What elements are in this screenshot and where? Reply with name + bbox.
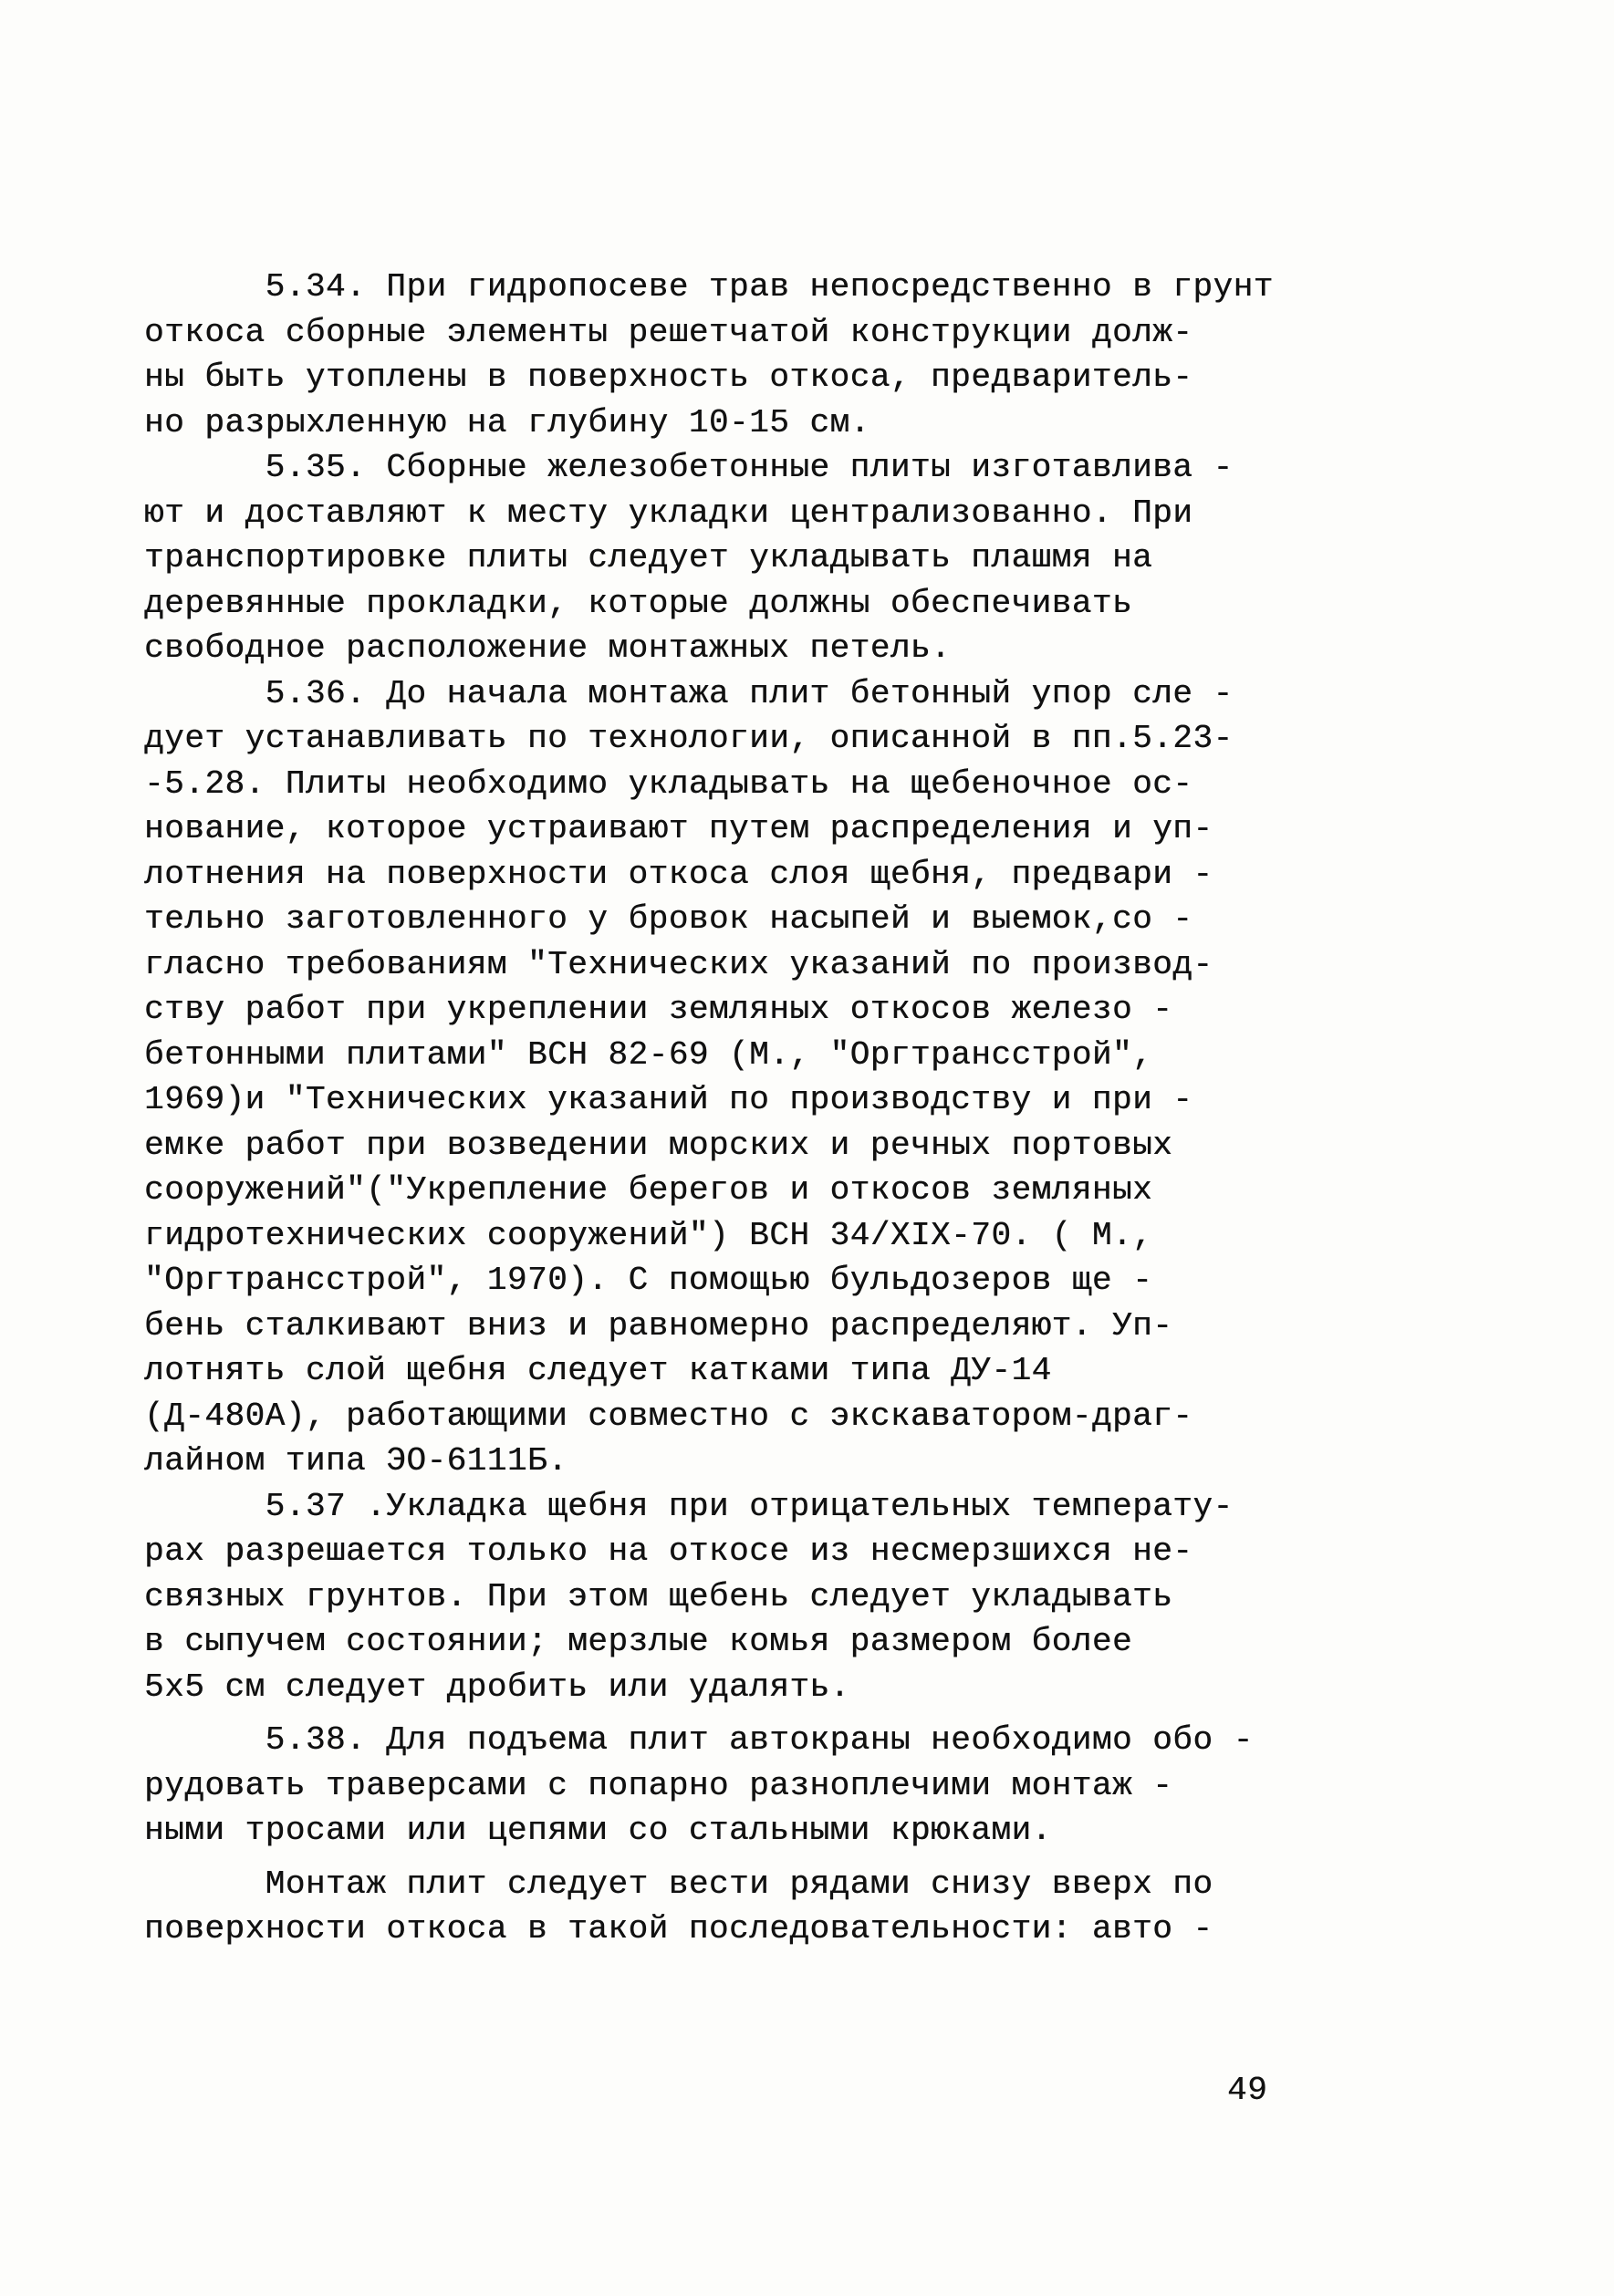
- page-number: 49: [1227, 2072, 1268, 2109]
- text-line: [144, 762, 1303, 807]
- text-line: [144, 355, 1303, 400]
- text-line: [144, 1718, 1303, 1763]
- text-line-content: 1969)и "Технических указаний по производству и при -: [144, 1081, 1193, 1118]
- text-line-content: ству работ при укреплении земляных откосов железо -: [144, 991, 1173, 1028]
- text-line: [144, 400, 1303, 446]
- text-line-content: лотнения на поверхности откоса слоя щебня, предвари -: [144, 855, 1213, 893]
- text-line-content: гласно требованиям "Технических указаний по производ-: [144, 945, 1213, 983]
- text-line-content: откоса сборные элементы решетчатой конструкции долж-: [144, 313, 1193, 351]
- text-line-content: связных грунтов. При этом щебень следует укладывать: [144, 1577, 1173, 1616]
- text-line: [144, 265, 1303, 310]
- text-line: [144, 1033, 1303, 1078]
- text-line: [144, 310, 1303, 356]
- text-line-content: тельно заготовленного у бровок насыпей и выемок,со -: [144, 900, 1193, 938]
- text-line-content: в сыпучем состоянии; мерзлые комья размером более: [144, 1623, 1133, 1660]
- body-text: [144, 265, 1303, 1952]
- text-line: [144, 1808, 1303, 1854]
- text-line-content: лотнять слой щебня следует катками типа ДУ-14: [144, 1352, 1052, 1389]
- text-line: [144, 581, 1303, 627]
- text-line: [144, 671, 1303, 717]
- text-line: [144, 1862, 1303, 1907]
- text-line-content: рах разрешается только на откосе из несмерзшихся не-: [144, 1532, 1193, 1570]
- text-line-content: 5.37 .Укладка щебня при отрицательных температу-: [144, 1487, 1234, 1525]
- text-line: [144, 1123, 1303, 1169]
- text-line: [144, 1304, 1303, 1349]
- text-line: [144, 626, 1303, 671]
- text-line-content: свободное расположение монтажных петель.: [144, 629, 952, 667]
- text-line: [144, 1619, 1303, 1665]
- text-line-content: 5х5 см следует дробить или удалять.: [144, 1667, 850, 1706]
- text-line-content: 5.34. При гидропосеве трав непосредственно в грунт: [144, 268, 1274, 306]
- text-line: [144, 535, 1303, 581]
- text-line: [144, 491, 1303, 536]
- text-line-content: поверхности откоса в такой последовательности: авто -: [144, 1910, 1213, 1948]
- text-line-content: бень сталкивают вниз и равномерно распределяют. Уп-: [144, 1306, 1173, 1345]
- text-line: [144, 806, 1303, 852]
- text-line-content: 5.35. Сборные железобетонные плиты изготавлива -: [144, 449, 1234, 486]
- paragraph-gap: [144, 1709, 1303, 1718]
- text-line-content: лайном типа ЭО-6111Б.: [144, 1442, 568, 1480]
- text-line-content: -5.28. Плиты необходимо укладывать на щебеночное ос-: [144, 764, 1193, 803]
- text-line-content: гидротехнических сооружений") ВСН 34/XIX-70. ( М.,: [144, 1216, 1153, 1254]
- text-line: [144, 1394, 1303, 1439]
- text-line: [144, 1529, 1303, 1574]
- text-line: [144, 1665, 1303, 1710]
- text-line: [144, 852, 1303, 898]
- text-line: [144, 1213, 1303, 1259]
- text-line: [144, 1439, 1303, 1484]
- text-line-content: ными тросами или цепями со стальными крюками.: [144, 1812, 1052, 1849]
- text-line-content: (Д-480А), работающими совместно с экскаватором-драг-: [144, 1397, 1193, 1435]
- text-line: [144, 1348, 1303, 1394]
- text-line-content: Монтаж плит следует вести рядами снизу вверх по: [144, 1865, 1213, 1903]
- text-line-content: "Оргтрансстрой", 1970). С помощью бульдозеров ще -: [144, 1262, 1153, 1299]
- text-line: [144, 897, 1303, 942]
- text-line-content: 5.36. До начала монтажа плит бетонный упор сле -: [144, 674, 1234, 712]
- paragraph-gap: [144, 1854, 1303, 1862]
- text-line-content: но разрыхленную на глубину 10-15 см.: [144, 403, 870, 442]
- text-line-content: сооружений"("Укрепление берегов и откосов земляных: [144, 1171, 1153, 1209]
- text-line: [144, 1484, 1303, 1530]
- text-line-content: ны быть утоплены в поверхность откоса, предваритель-: [144, 358, 1193, 396]
- text-line-content: ют и доставляют к месту укладки централизованно. При: [144, 493, 1193, 532]
- text-line-content: деревянные прокладки, которые должны обеспечивать: [144, 584, 1133, 622]
- text-line: [144, 445, 1303, 491]
- text-line: [144, 1574, 1303, 1620]
- text-line: [144, 1077, 1303, 1123]
- text-line-content: бетонными плитами" ВСН 82-69 (М., "Оргтрансстрой",: [144, 1035, 1153, 1074]
- text-line: [144, 1906, 1303, 1952]
- text-line-content: рудовать траверсами с попарно разноплечими монтаж -: [144, 1766, 1173, 1804]
- text-line: [144, 942, 1303, 988]
- text-line: [144, 987, 1303, 1033]
- text-line-content: транспортировке плиты следует укладывать плашмя на: [144, 539, 1153, 577]
- text-line-content: 5.38. Для подъема плит автокраны необходимо обо -: [144, 1721, 1254, 1759]
- text-line: [144, 1258, 1303, 1304]
- text-line-content: нование, которое устраивают путем распределения и уп-: [144, 810, 1213, 847]
- text-line-content: дует устанавливать по технологии, описанной в пп.5.23-: [144, 720, 1234, 757]
- text-line-content: емке работ при возведении морских и речных портовых: [144, 1126, 1173, 1164]
- text-line: [144, 1168, 1303, 1213]
- text-line: [144, 716, 1303, 762]
- text-line: [144, 1763, 1303, 1809]
